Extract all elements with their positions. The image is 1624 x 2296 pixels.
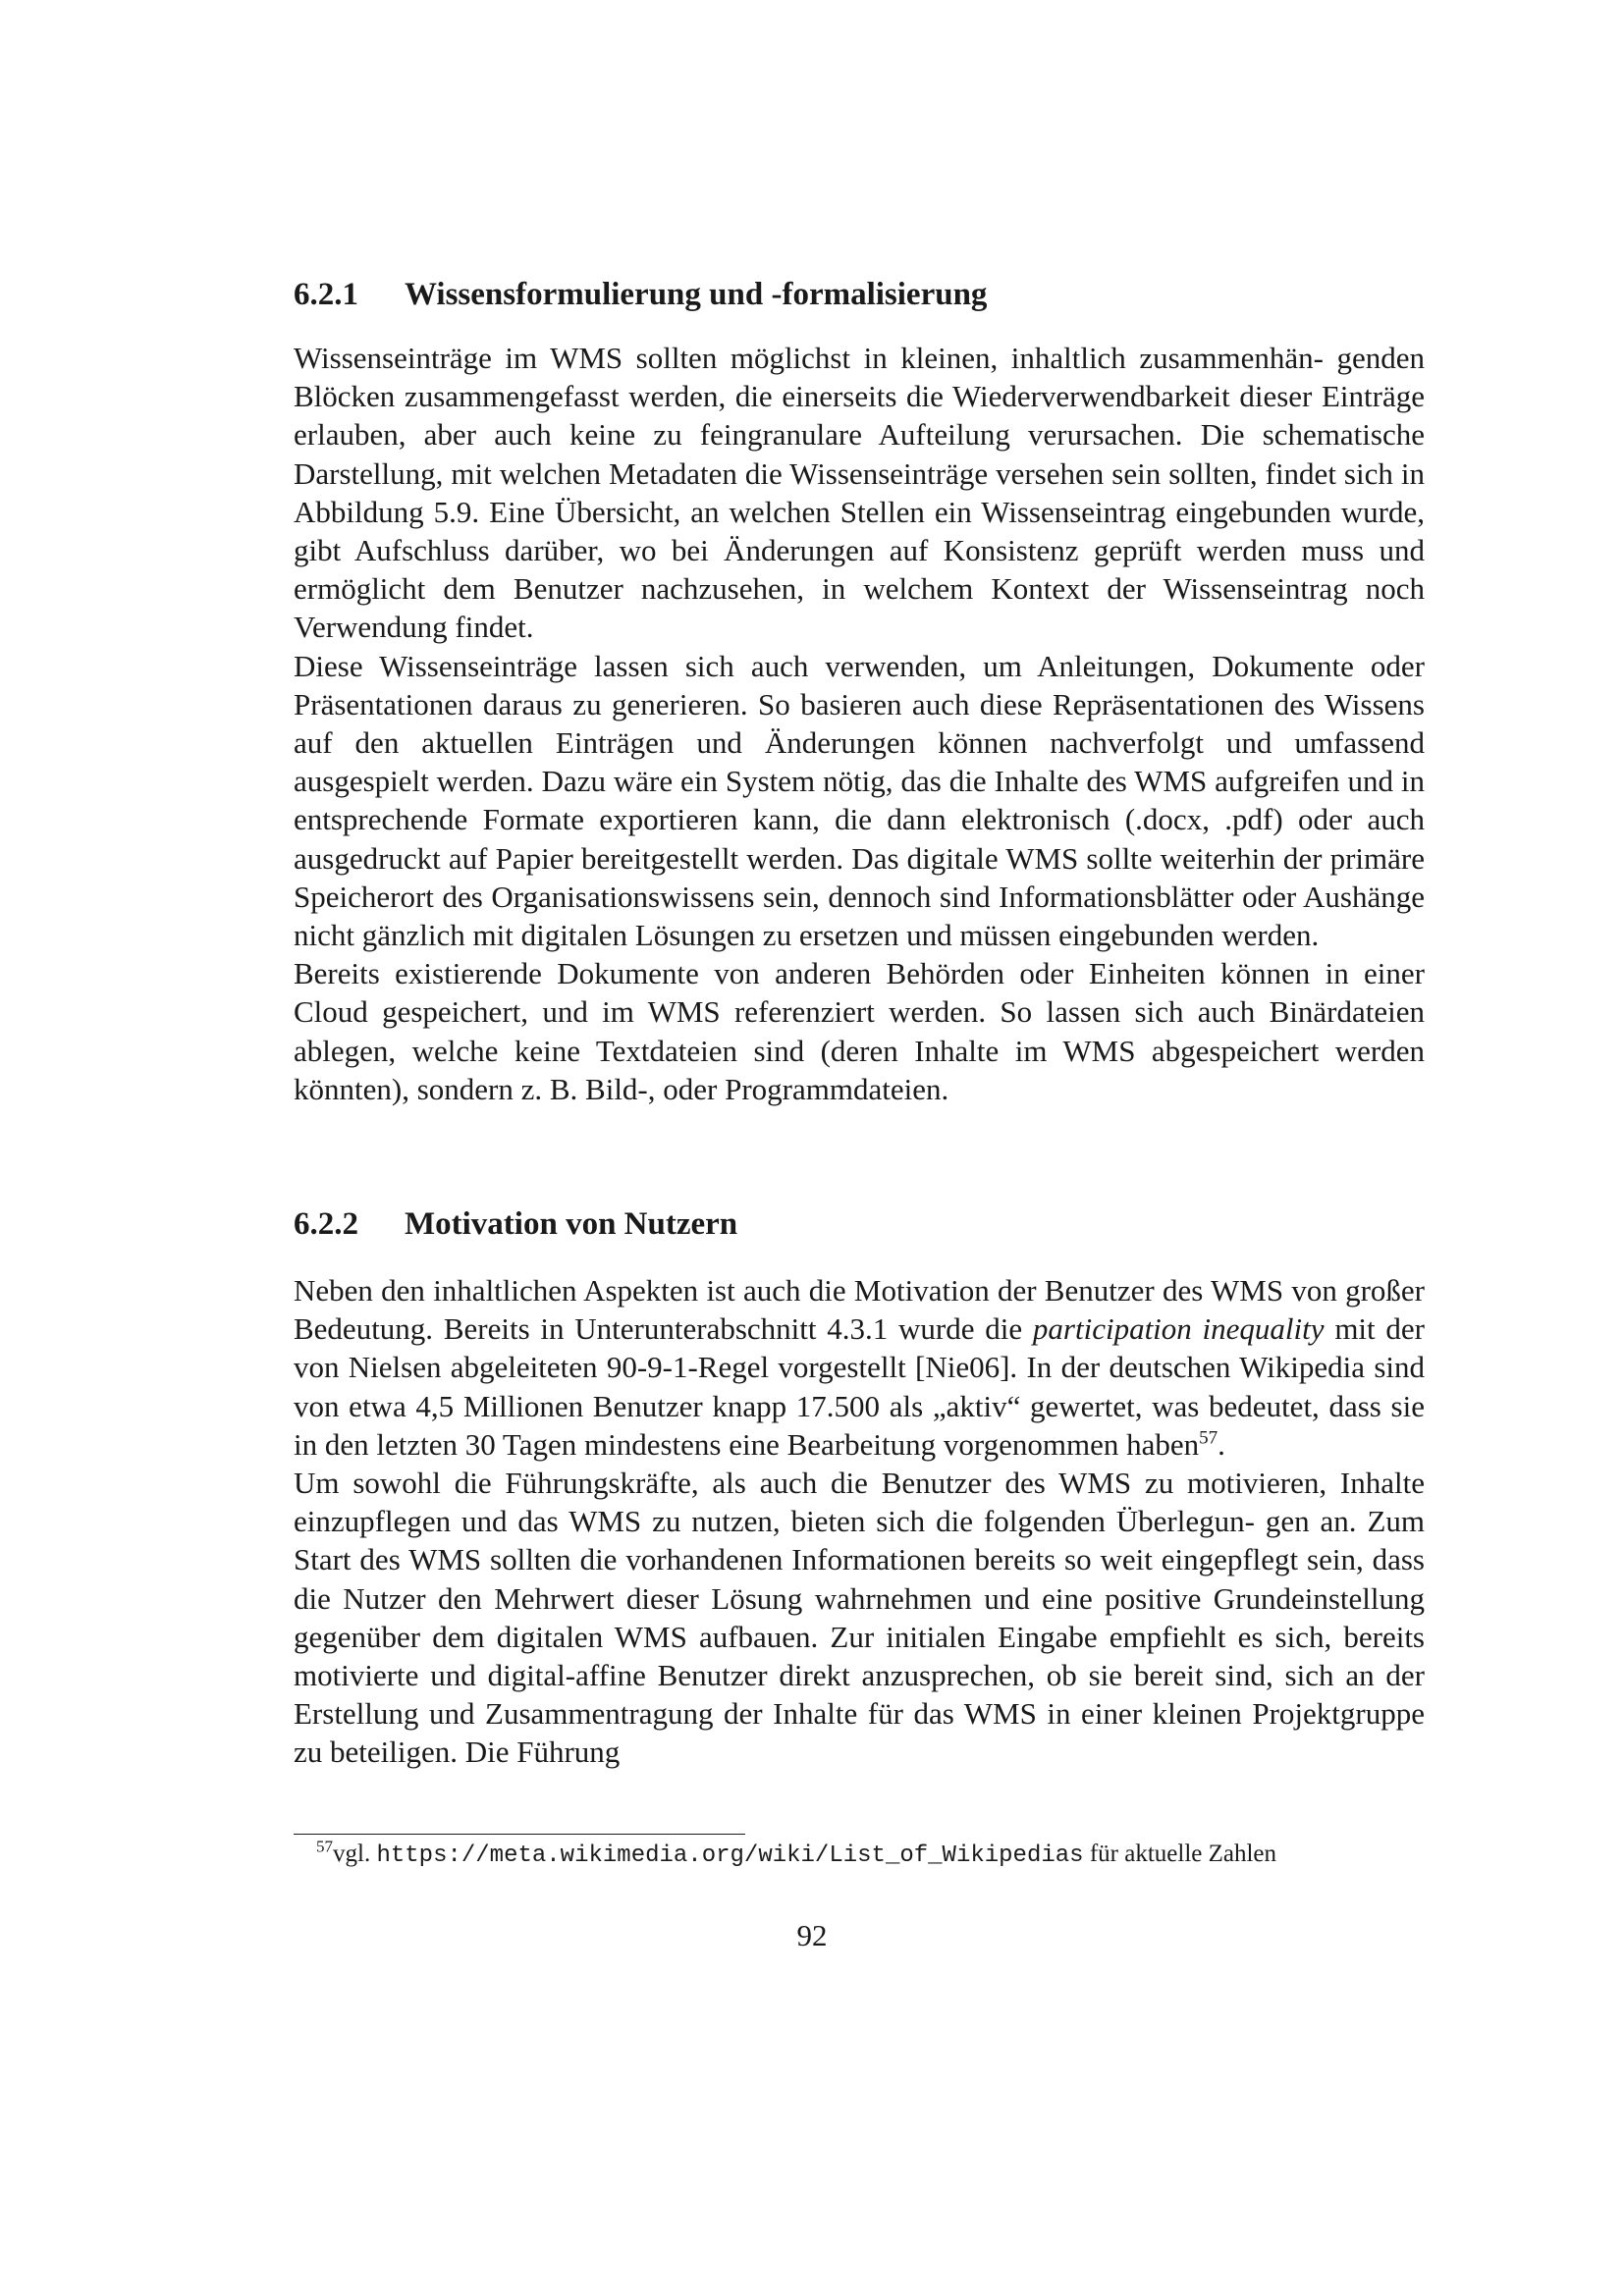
- emphasis-term: participation inequality: [1032, 1311, 1325, 1347]
- footnote-link[interactable]: https://meta.wikimedia.org/wiki/List_of_Wikipedias: [376, 1842, 1084, 1869]
- paragraph: Bereits existierende Dokumente von anderen Behörden oder Einheiten können in einer Cloud gespeichert, und im WMS referenziert werden. So lassen sich auch Binärdateien ablegen, welche keine Textdateien sind (deren Inhalte im WMS abgespeichert werden könnten), sondern z. B. Bild-, oder Programmdateien.: [294, 956, 1425, 1106]
- section-number: 6.2.2: [294, 1206, 358, 1242]
- section-body: [294, 1271, 1425, 1772]
- footnote-suffix: für aktuelle Zahlen: [1083, 1841, 1277, 1867]
- footnote: [316, 1839, 1426, 1872]
- text-run: Neben den inhaltlichen Aspekten ist auch die Motivation der Benutzer des WMS von großer Bedeutung. Bereits in Unterunterabschnitt 4.3.1 wurde die: [294, 1273, 1425, 1347]
- text-run: .: [1218, 1426, 1225, 1462]
- section-heading: [294, 1204, 1425, 1244]
- section-title: Motivation von Nutzern: [405, 1206, 738, 1242]
- footnote-mark: 57: [316, 1837, 333, 1856]
- paragraph: Wissenseinträge im WMS sollten möglichst in kleinen, inhaltlich zusammenhän- genden Blöcken zusammengefasst werden, die einerseits die Wiederverwendbarkeit dieser Einträge erlauben, aber auch keine zu feingranulare Aufteilung verursachen. Die schematische Darstellung, mit welchen Metadaten die Wissenseinträge versehen sein sollten, findet sich in Abbildung 5.9. Eine Übersicht, an welchen Stellen ein Wissenseintrag eingebunden wurde, gibt Aufschluss darüber, wo bei Änderungen auf Konsistenz geprüft werden muss und ermöglicht dem Benutzer nachzusehen, in welchem Kontext der Wissenseintrag noch Verwendung findet.: [294, 341, 1425, 645]
- footnote-rule: [294, 1834, 745, 1835]
- section-6-2-2: [294, 1204, 1425, 1772]
- paragraph: Diese Wissenseinträge lassen sich auch verwenden, um Anleitungen, Dokumente oder Präsentationen daraus zu generieren. So basieren auch diese Repräsentationen des Wissens auf den aktuellen Einträgen und Änderungen können nachverfolgt und umfassend ausgespielt werden. Dazu wäre ein System nötig, das die Inhalte des WMS aufgreifen und in entsprechende Formate exportieren kann, die dann elektronisch (.docx, .pdf) oder auch ausgedruckt auf Papier bereitgestellt werden. Das digitale WMS sollte weiterhin der primäre Speicherort des Organisationswissens sein, dennoch sind Informationsblätter oder Aushänge nicht gänzlich mit digitalen Lösungen zu ersetzen und müssen eingebunden werden.: [294, 648, 1425, 953]
- section-number: 6.2.1: [294, 277, 358, 312]
- footnote-prefix: vgl.: [333, 1841, 377, 1867]
- footnote-reference[interactable]: 57: [1199, 1427, 1218, 1449]
- section-heading: [294, 275, 1425, 314]
- paragraph: [294, 1271, 1425, 1464]
- section-title: Wissensformulierung und -formalisierung: [405, 277, 988, 312]
- section-6-2-1: [294, 275, 1425, 1108]
- page-number: 92: [796, 1918, 828, 1952]
- text-run: mit der von Nielsen abgeleiteten 90-9-1-Regel vorgestellt [Nie06]. In der deutschen Wikipedia sind von etwa 4,5 Millionen Benutzer knapp 17.500 als „aktiv“ gewertet, was bedeutet, dass sie in den letzten 30 Tagen mindestens eine Bearbeitung vorgenommen haben: [294, 1311, 1426, 1462]
- section-body: [294, 339, 1425, 1108]
- paragraph: Um sowohl die Führungskräfte, als auch die Benutzer des WMS zu motivieren, Inhalte einzupflegen und das WMS zu nutzen, bieten sich die folgenden Überlegun- gen an. Zum Start des WMS sollten die vorhandenen Informationen bereits so weit eingepflegt sein, dass die Nutzer den Mehrwert dieser Lösung wahrnehmen und eine positive Grundeinstellung gegenüber dem digitalen WMS aufbauen. Zur initialen Eingabe empfiehlt es sich, bereits motivierte und digital-affine Benutzer direkt anzusprechen, ob sie bereit sind, sich an der Erstellung und Zusammentragung der Inhalte für das WMS in einer kleinen Projektgruppe zu beteiligen. Die Führung: [294, 1466, 1425, 1770]
